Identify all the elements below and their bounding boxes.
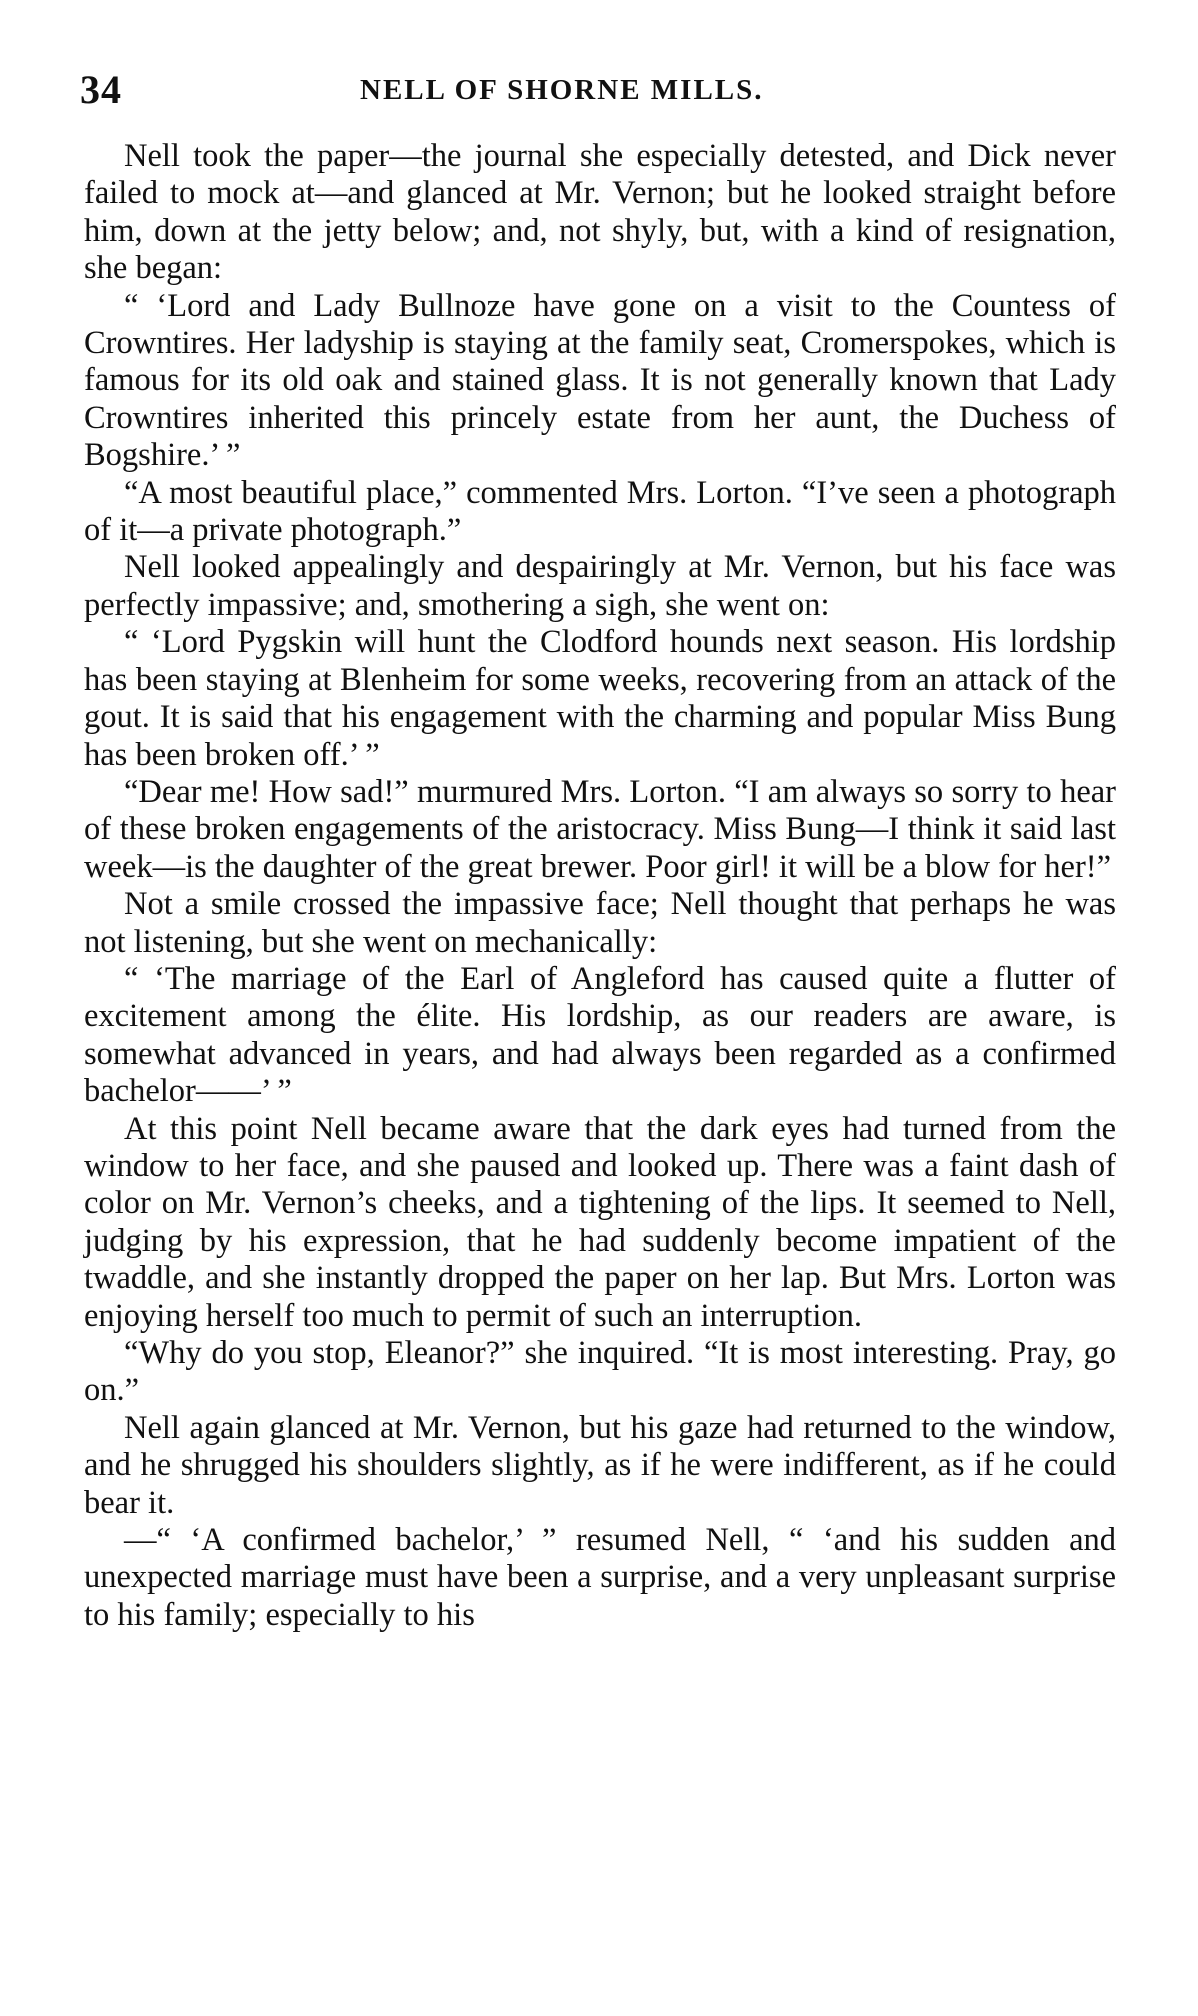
paragraph: “Why do you stop, Eleanor?” she inquired. “It is most interesting. Pray, go on.” xyxy=(84,1335,1116,1409)
paragraph: Not a smile crossed the impassive face; Nell thought that perhaps he was not listening, but she went on mechanically: xyxy=(84,886,1116,960)
page-number: 34 xyxy=(80,67,122,112)
paragraph: —“ ‘A confirmed bachelor,’ ” resumed Nell, “ ‘and his sudden and unexpected marriage must have been a surprise, and a very unpleasant surprise to his family; especially to his xyxy=(84,1522,1116,1633)
paragraph: “ ‘Lord Pygskin will hunt the Clodford hounds next season. His lordship has been staying at Blenheim for some weeks, recovering from an attack of the gout. It is said that his engagement with the charming and popular Miss Bung has been broken off.’ ” xyxy=(84,624,1116,773)
paragraph: Nell again glanced at Mr. Vernon, but his gaze had returned to the window, and he shrugged his shoulders slightly, as if he were indifferent, as if he could bear it. xyxy=(84,1409,1116,1521)
paragraph: Nell looked appealingly and despairingly at Mr. Vernon, but his face was perfectly impassive; and, smothering a sigh, she went on: xyxy=(84,549,1116,623)
body-text xyxy=(84,138,1116,1634)
paragraph: Nell took the paper—the journal she especially detested, and Dick never failed to mock at—and glanced at Mr. Vernon; but he looked straight before him, down at the jetty below; and, not shyly, but, with a kind of resignation, she began: xyxy=(84,138,1116,287)
paragraph: “ ‘The marriage of the Earl of Angleford has caused quite a flutter of excitement among the élite. His lordship, as our readers are aware, is somewhat advanced in years, and had always been regarded as a confirmed bachelor——’ ” xyxy=(84,960,1116,1110)
paragraph: “Dear me! How sad!” murmured Mrs. Lorton. “I am always so sorry to hear of these broken engagements of the aristocracy. Miss Bung—I think it said last week—is the daughter of the great brewer. Poor girl! it will be a blow for her!” xyxy=(84,773,1116,885)
running-title: NELL OF SHORNE MILLS. xyxy=(360,74,764,106)
paragraph: “ ‘Lord and Lady Bullnoze have gone on a visit to the Countess of Crowntires. Her ladyship is staying at the family seat, Cromerspokes, which is famous for its old oak and stained glass. It is not generally known that Lady Crowntires inherited this princely estate from her aunt, the Duchess of Bogshire.’ ” xyxy=(84,287,1116,474)
page-header xyxy=(80,66,1120,116)
paragraph: “A most beautiful place,” commented Mrs. Lorton. “I’ve seen a photograph of it—a private photograph.” xyxy=(84,474,1116,549)
paragraph: At this point Nell became aware that the dark eyes had turned from the window to her face, and she paused and looked up. There was a faint dash of color on Mr. Vernon’s cheeks, and a tightening of the lips. It seemed to Nell, judging by his expression, that he had suddenly become impatient of the twaddle, and she instantly dropped the paper on her lap. But Mrs. Lorton was enjoying herself too much to permit of such an interruption. xyxy=(84,1110,1116,1334)
